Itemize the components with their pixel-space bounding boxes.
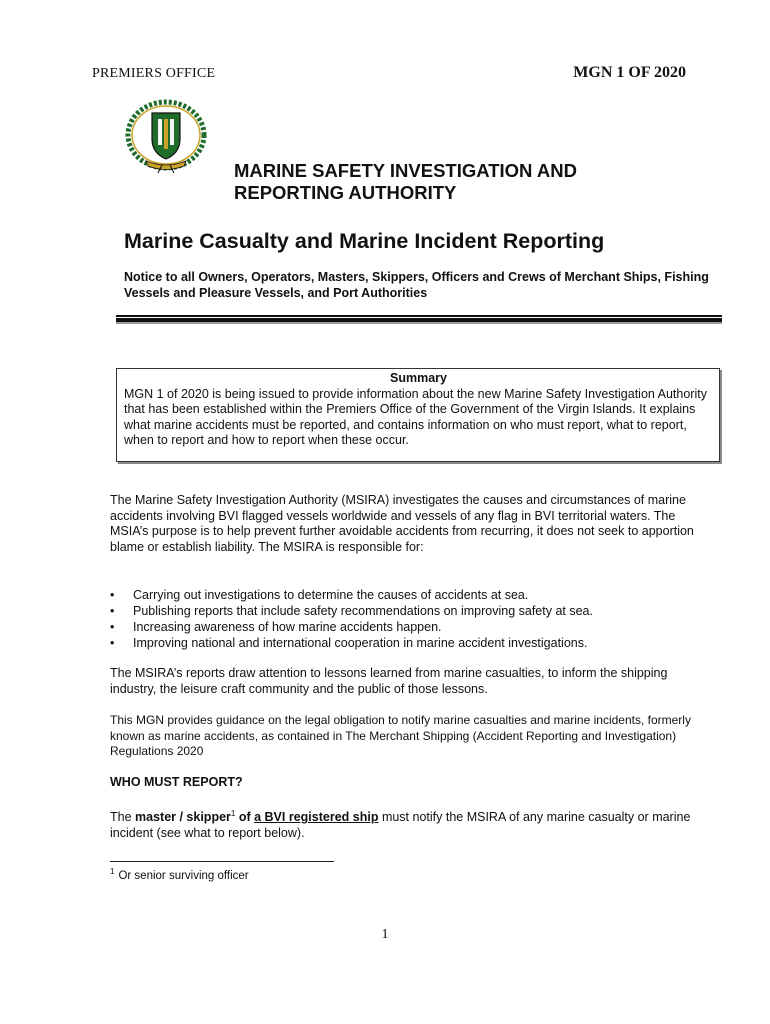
bullet-marker: • <box>110 588 115 602</box>
summary-text: MGN 1 of 2020 is being issued to provide information about the new Marine Safety Investigation Authority that has been established within the Premiers Office of the Government of the Virgin Islands. It explains what marine accidents must be reported, and contains information on who must report, what to report, when to report and how to report when these occur. <box>124 386 707 447</box>
footnote <box>110 867 249 882</box>
mgn-reference: MGN 1 OF 2020 <box>573 64 686 81</box>
summary-box <box>116 368 720 462</box>
list-item <box>110 603 720 619</box>
bullet-marker: • <box>110 620 115 634</box>
list-item <box>110 619 720 635</box>
office-name: PREMIERS OFFICE <box>92 66 216 81</box>
of-text: of <box>235 810 255 825</box>
title-divider <box>116 315 722 324</box>
list-item-text: Improving national and international cooperation in marine accident investigations. <box>133 636 588 650</box>
reports-paragraph: The MSIRA’s reports draw attention to lessons learned from marine casualties, to inform the shipping industry, the leisure craft community and the public of those lessons. <box>110 666 668 696</box>
responsibilities-list <box>110 587 720 651</box>
virgin-islands-seal-emblem <box>122 99 210 175</box>
list-item-text: Publishing reports that include safety recommendations on improving safety at sea. <box>133 604 593 618</box>
who-must-report-paragraph <box>110 806 710 841</box>
list-item <box>110 635 720 651</box>
list-item <box>110 587 720 603</box>
master-skipper-text: master / skipper <box>135 810 231 825</box>
guidance-paragraph: This MGN provides guidance on the legal obligation to notify marine casualties and marine incidents, formerly known as marine accidents, as contained in The Merchant Shipping (Accident Reporting and Investigation) Regulations 2020 <box>110 713 691 758</box>
footnote-text: Or senior surviving officer <box>118 869 249 882</box>
document-title: Marine Casualty and Marine Incident Reporting <box>124 229 605 253</box>
bullet-marker: • <box>110 636 115 650</box>
list-item-text: Increasing awareness of how marine accidents happen. <box>133 620 442 634</box>
who-must-report-heading: WHO MUST REPORT? <box>110 775 243 789</box>
msira-intro-paragraph: The Marine Safety Investigation Authority (MSIRA) investigates the causes and circumstances of marine accidents involving BVI flagged vessels worldwide and vessels of any flag in BVI territorial waters. The MSIA’s purpose is to help prevent further avoidable accidents from recurring, it does not seek to apportion blame or establish liability. The MSIRA is responsible for: <box>110 493 694 554</box>
footnote-number: 1 <box>110 867 115 876</box>
bvi-registered-ship-text: a BVI registered ship <box>254 810 379 825</box>
authority-heading <box>234 160 704 204</box>
footnote-reference: 1 <box>230 809 236 818</box>
lead-text: The <box>110 810 136 825</box>
list-item-text: Carrying out investigations to determine the causes of accidents at sea. <box>133 588 529 602</box>
page-number: 1 <box>381 927 389 942</box>
footnote-divider <box>110 861 334 862</box>
summary-heading: Summary <box>390 371 447 385</box>
rest-text: must notify the MSIRA of any marine casualty or marine incident (see what to report below). <box>110 810 691 840</box>
authority-heading-line2: REPORTING AUTHORITY <box>234 182 457 203</box>
notice-subtitle: Notice to all Owners, Operators, Masters, Skippers, Officers and Crews of Merchant Ships, Fishing Vessels and Pleasure Vessels, and Port Authorities <box>124 270 709 300</box>
authority-heading-line1: MARINE SAFETY INVESTIGATION AND <box>234 160 577 181</box>
bullet-marker: • <box>110 604 115 618</box>
